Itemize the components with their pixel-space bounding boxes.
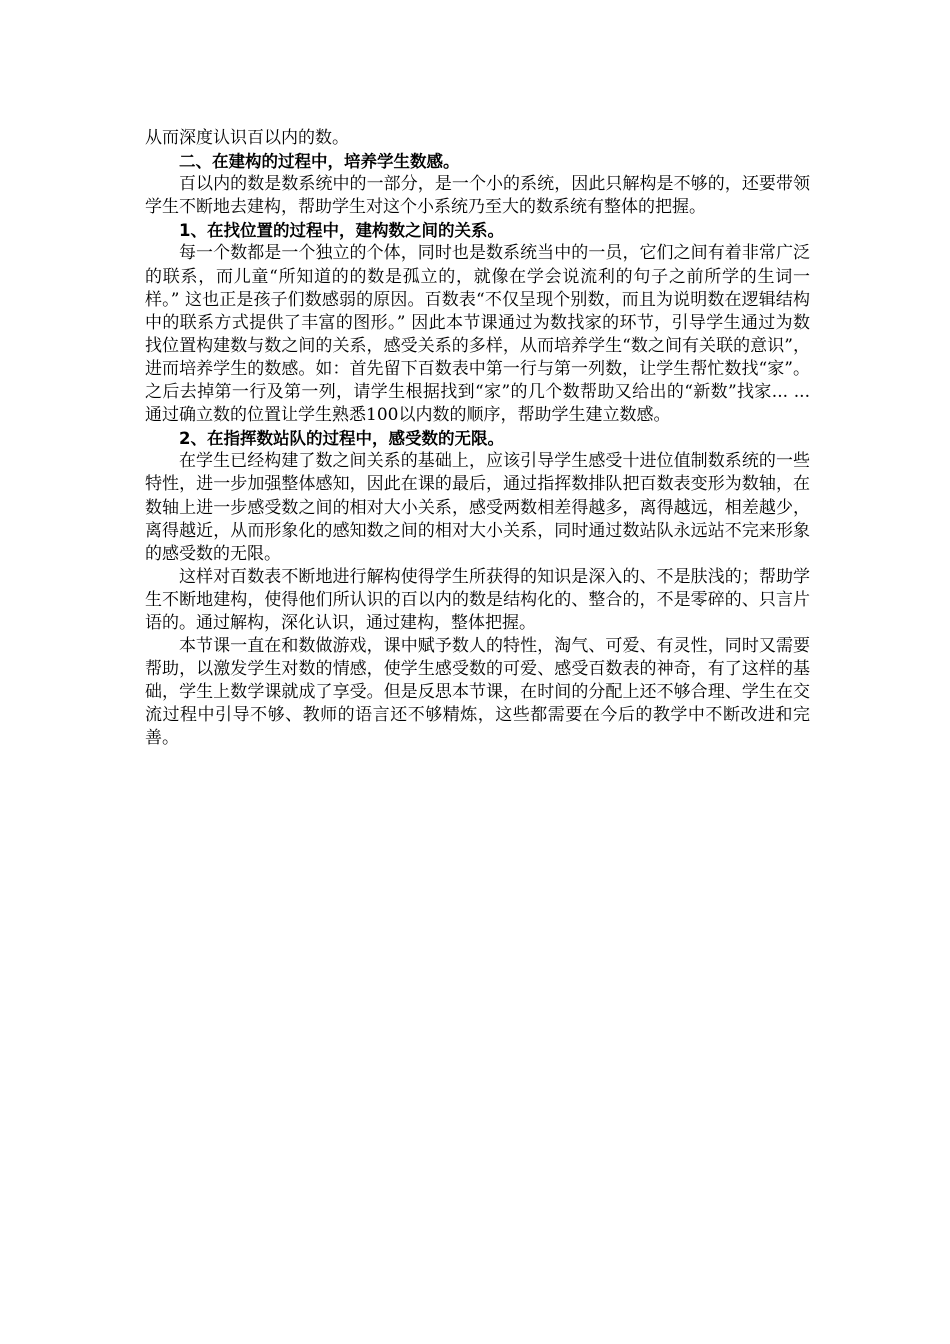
section-intro-paragraph: 百以内的数是数系统中的一部分，是一个小的系统，因此只解构是不够的，还要带领学生不断地去建构，帮助学生对这个小系统乃至大的数系统有整体的把握。 [145, 174, 810, 218]
reflection-paragraph: 本节课一直在和数做游戏，课中赋予数人的特性，淘气、可爱、有灵性，同时又需要帮助，以激发学生对数的情感，使学生感受数的可爱、感受百数表的神奇，有了这样的基础，学生上数学课就成了享受。但是反思本节课，在时间的分配上还不够合理、学生在交流过程中引导不够、教师的语言还不够精炼，这些都需要在今后的教学中不断改进和完善。 [145, 636, 810, 749]
section-heading: 二、在建构的过程中，培养学生数感。 [179, 152, 460, 172]
document-body [145, 127, 810, 751]
subsection-2-heading: 2、在指挥数站队的过程中，感受数的无限。 [179, 429, 504, 449]
subsection-1-paragraph: 每一个数都是一个独立的个体，同时也是数系统当中的一员，它们之间有着非常广泛的联系，而儿童“所知道的的数是孤立的，就像在学会说流利的句子之前所学的生词一样。” 这也正是孩子们数感弱的原因。百数表“不仅呈现个别数，而且为说明数在逻辑结构中的联系方式提供了丰富的图形。” 因此本节课通过为数找家的环节，引导学生通过为数找位置构建数与数之间的关系，感受关系的多样，从而培养学生“数之间有关联的意识”，进而培养学生的数感。如：首先留下百数表中第一行与第一列数，让学生帮忙数找“家”。之后去掉第一行及第一列，请学生根据找到“家”的几个数帮助又给出的“新数”找家... ...通过确立数的位置让学生熟悉100以内数的顺序，帮助学生建立数感。 [145, 243, 810, 426]
subsection-2-paragraph: 在学生已经构建了数之间关系的基础上，应该引导学生感受十进位值制数系统的一些特性，进一步加强整体感知，因此在课的最后，通过指挥数排队把百数表变形为数轴，在数轴上进一步感受数之间的相对大小关系，感受两数相差得越多，离得越远，相差越少，离得越近，从而形象化的感知数之间的相对大小关系，同时通过数站队永远站不完来形象的感受数的无限。 [145, 451, 810, 564]
opening-line: 从而深度认识百以内的数。 [145, 128, 349, 148]
summary-paragraph: 这样对百数表不断地进行解构使得学生所获得的知识是深入的、不是肤浅的；帮助学生不断地建构，使得他们所认识的百以内的数是结构化的、整合的，不是零碎的、只言片语的。通过解构，深化认识，通过建构，整体把握。 [145, 566, 810, 633]
subsection-1-heading: 1、在找位置的过程中，建构数之间的关系。 [179, 221, 504, 241]
